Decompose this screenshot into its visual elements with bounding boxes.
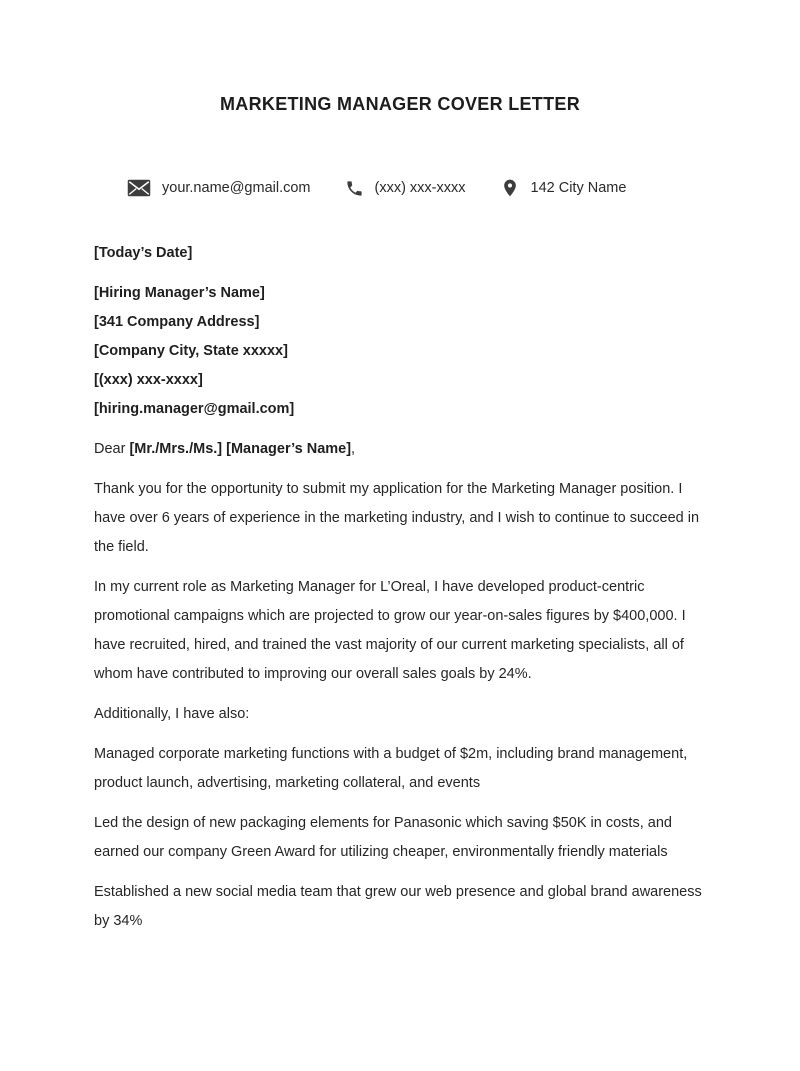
recipient-email: [hiring.manager@gmail.com] bbox=[94, 401, 295, 417]
letter-body bbox=[94, 239, 706, 936]
contact-address bbox=[500, 178, 627, 198]
location-pin-icon bbox=[500, 178, 520, 198]
contact-phone bbox=[345, 179, 466, 198]
email-text: your.name@gmail.com bbox=[162, 180, 311, 196]
address-text: 142 City Name bbox=[530, 180, 627, 196]
salutation bbox=[94, 435, 706, 464]
envelope-icon bbox=[127, 179, 151, 197]
paragraph-intro: Thank you for the opportunity to submit my application for the Marketing Manager position. I have over 6 years of experience in the marketing industry, and I wish to continue to succeed in the field. bbox=[94, 481, 700, 555]
letter-content bbox=[0, 93, 800, 936]
phone-icon bbox=[345, 179, 364, 198]
paragraph-current-role: In my current role as Marketing Manager for L’Oreal, I have developed product-centric promotional campaigns which are projected to grow our year-on-sales figures by $400,000. I have recruited, hired, and trained the vast majority of our current marketing specialists, all of whom have contributed to improving our overall sales goals by 24%. bbox=[94, 579, 686, 682]
contact-row bbox=[127, 178, 706, 198]
contact-email bbox=[127, 179, 311, 197]
paragraph-managed: Managed corporate marketing functions with a budget of $2m, including brand management, product launch, advertising, marketing collateral, and events bbox=[94, 746, 688, 791]
phone-text: (xxx) xxx-xxxx bbox=[374, 180, 466, 196]
recipient-block bbox=[94, 279, 706, 424]
page-title: MARKETING MANAGER COVER LETTER bbox=[220, 94, 580, 114]
paragraph-additionally: Additionally, I have also: bbox=[94, 706, 250, 722]
paragraph-established: Established a new social media team that grew our web presence and global brand awareness by 34% bbox=[94, 884, 702, 929]
recipient-city-state: [Company City, State xxxxx] bbox=[94, 343, 288, 359]
recipient-phone: [(xxx) xxx-xxxx] bbox=[94, 372, 203, 388]
salutation-prefix: Dear bbox=[94, 441, 130, 457]
recipient-name: [Hiring Manager’s Name] bbox=[94, 285, 265, 301]
salutation-recipient: [Mr./Mrs./Ms.] [Manager’s Name] bbox=[129, 441, 352, 457]
date-line: [Today’s Date] bbox=[94, 245, 193, 261]
salutation-suffix: , bbox=[351, 441, 356, 457]
recipient-company-address: [341 Company Address] bbox=[94, 314, 260, 330]
paragraph-led-design: Led the design of new packaging elements for Panasonic which saving $50K in costs, and earned our company Green Award for utilizing cheaper, environmentally friendly materials bbox=[94, 815, 672, 860]
